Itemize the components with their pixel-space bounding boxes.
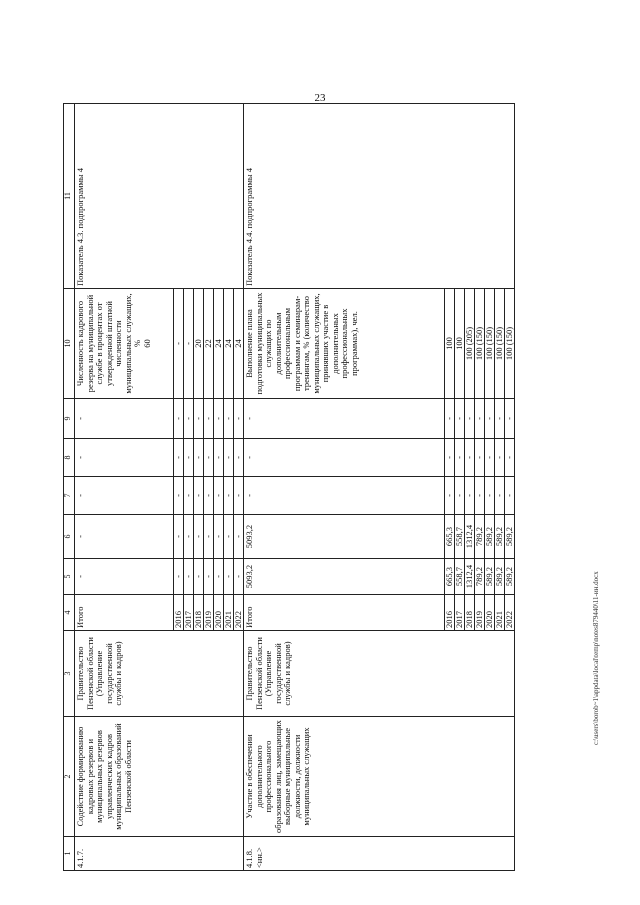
value-cell: - <box>184 515 194 559</box>
year: 2021 <box>224 595 234 631</box>
header-cell: 10 <box>64 289 75 399</box>
header-cell: 9 <box>64 399 75 439</box>
value-cell: - <box>194 477 204 515</box>
value-cell: - <box>485 399 495 439</box>
header-cell: 1 <box>64 837 75 871</box>
indicator-value: 100 (150) <box>505 289 515 399</box>
value-cell: - <box>234 477 244 515</box>
value-cell: 589,2 <box>485 515 495 559</box>
value-cell: - <box>174 515 184 559</box>
total-label: Итого <box>244 595 445 631</box>
value-cell: 665,3 <box>445 515 455 559</box>
year: 2018 <box>194 595 204 631</box>
indicator-value: - <box>184 289 194 399</box>
value-cell: - <box>505 477 515 515</box>
indicator-value: 20 <box>194 289 204 399</box>
header-cell: 5 <box>64 559 75 595</box>
indicator-value: 100 (150) <box>475 289 485 399</box>
year: 2022 <box>505 595 515 631</box>
header-cell: 4 <box>64 595 75 631</box>
year: 2020 <box>214 595 224 631</box>
activity-row-total <box>244 104 445 871</box>
value-cell: - <box>234 515 244 559</box>
value-cell: - <box>204 477 214 515</box>
value-cell: 589,2 <box>505 515 515 559</box>
value-cell: - <box>204 559 214 595</box>
value-cell: - <box>194 439 204 477</box>
value-cell: - <box>214 477 224 515</box>
value-cell: - <box>495 477 505 515</box>
header-row <box>64 104 75 871</box>
value-cell: - <box>174 477 184 515</box>
year: 2020 <box>485 595 495 631</box>
value-cell: - <box>234 399 244 439</box>
value-cell: - <box>174 439 184 477</box>
value-cell: - <box>234 439 244 477</box>
value-cell: - <box>445 439 455 477</box>
value-cell: - <box>204 515 214 559</box>
indicator-value: 100 <box>455 289 465 399</box>
indicator-value: - <box>174 289 184 399</box>
indicator-name <box>75 289 174 399</box>
value-cell: - <box>495 399 505 439</box>
header-cell: 6 <box>64 515 75 559</box>
indicator-value: 100 <box>445 289 455 399</box>
value-cell: - <box>184 477 194 515</box>
indicator-reference: Показатель 4.4. подпрограммы 4 <box>244 104 515 289</box>
year: 2021 <box>495 595 505 631</box>
total-value: 5093,2 <box>244 559 445 595</box>
rotated-table-container <box>63 104 583 871</box>
value-cell: - <box>505 399 515 439</box>
value-cell: - <box>174 559 184 595</box>
year: 2019 <box>475 595 485 631</box>
value-cell: - <box>214 399 224 439</box>
total-value: - <box>75 439 174 477</box>
indicator-value: 100 (205) <box>465 289 475 399</box>
footer-file-path: c:\users\borob~1\appdata\local\temp\notes879440\11-ин.docx <box>592 571 600 745</box>
value-cell: 589,2 <box>495 515 505 559</box>
value-cell: - <box>224 439 234 477</box>
indicator-value: 24 <box>234 289 244 399</box>
value-cell: - <box>184 559 194 595</box>
indicator-total: 60 <box>141 339 152 348</box>
total-value: - <box>244 399 445 439</box>
value-cell: - <box>224 477 234 515</box>
value-cell: - <box>475 399 485 439</box>
value-cell: - <box>455 439 465 477</box>
value-cell: - <box>465 439 475 477</box>
year: 2016 <box>445 595 455 631</box>
value-cell: - <box>194 515 204 559</box>
program-activities-table <box>63 103 515 871</box>
value-cell: 789,2 <box>475 515 485 559</box>
indicator-value: 24 <box>214 289 224 399</box>
value-cell: - <box>505 439 515 477</box>
activity-name: Содействие формированию кадровых резервов и муниципальных резервов управленческих кадров муниципальных образований Пензенской области <box>75 717 244 837</box>
value-cell: - <box>475 477 485 515</box>
value-cell: - <box>465 477 475 515</box>
value-cell: - <box>214 515 224 559</box>
value-cell: 558,7 <box>455 515 465 559</box>
total-label: Итого <box>75 595 174 631</box>
year: 2017 <box>184 595 194 631</box>
value-cell: - <box>204 399 214 439</box>
header-cell: 2 <box>64 717 75 837</box>
total-value: - <box>244 439 445 477</box>
header-cell: 3 <box>64 631 75 717</box>
value-cell: - <box>455 399 465 439</box>
value-cell: - <box>214 559 224 595</box>
total-value: - <box>75 477 174 515</box>
indicator-name: Выполнение плана подготовки муниципальных служащих по дополнительным профессиональным программам и семинарам-тренингам, % (количество муниципальных служащих, принявших участие в дополнительных профессиональных программах), чел. <box>244 289 445 399</box>
value-cell: 1312,4 <box>465 515 475 559</box>
value-cell: 558,7 <box>455 559 465 595</box>
value-cell: - <box>485 477 495 515</box>
value-cell: 589,2 <box>495 559 505 595</box>
value-cell: - <box>465 399 475 439</box>
value-cell: - <box>204 439 214 477</box>
activity-executor: Правительство Пензенской области (Управление государственной службы и кадров) <box>75 631 244 717</box>
activity-number: 4.1.7. <box>75 837 244 871</box>
total-value: - <box>75 515 174 559</box>
indicator-text: Численность кадрового резерва на муниципальной службе в процентах от утвержденной штатной численности муниципальных служащих, % <box>75 293 143 394</box>
value-cell: 589,2 <box>485 559 495 595</box>
year: 2019 <box>204 595 214 631</box>
value-cell: - <box>224 399 234 439</box>
total-value: 5093,2 <box>244 515 445 559</box>
activity-executor: Правительство Пензенской области (Управление государственной службы и кадров) <box>244 631 515 717</box>
value-cell: - <box>194 399 204 439</box>
activity-name: Участие в обеспечении дополнительного профессионального образования лиц, замещающих выборные муниципальные должности, должности муниципальных служащих <box>244 717 515 837</box>
activity-row-total <box>75 104 174 871</box>
page-number: 23 <box>314 92 326 104</box>
indicator-value: 100 (150) <box>485 289 495 399</box>
value-cell: 665,3 <box>445 559 455 595</box>
value-cell: - <box>184 439 194 477</box>
year: 2017 <box>455 595 465 631</box>
total-value: - <box>75 559 174 595</box>
value-cell: 789,2 <box>475 559 485 595</box>
value-cell: 589,2 <box>505 559 515 595</box>
activity-number: 4.1.8. <нн.> <box>244 837 515 871</box>
value-cell: - <box>184 399 194 439</box>
header-cell: 8 <box>64 439 75 477</box>
value-cell: - <box>455 477 465 515</box>
header-cell: 7 <box>64 477 75 515</box>
indicator-value: 22 <box>204 289 214 399</box>
value-cell: - <box>445 399 455 439</box>
header-cell: 11 <box>64 104 75 289</box>
year: 2018 <box>465 595 475 631</box>
indicator-reference: Показатель 4.3. подпрограммы 4 <box>75 104 244 289</box>
year: 2016 <box>174 595 184 631</box>
total-value: - <box>75 399 174 439</box>
value-cell: - <box>234 559 244 595</box>
value-cell: - <box>194 559 204 595</box>
total-value: - <box>244 477 445 515</box>
value-cell: - <box>214 439 224 477</box>
value-cell: 1312,4 <box>465 559 475 595</box>
year: 2022 <box>234 595 244 631</box>
value-cell: - <box>224 515 234 559</box>
indicator-value: 24 <box>224 289 234 399</box>
value-cell: - <box>475 439 485 477</box>
value-cell: - <box>224 559 234 595</box>
value-cell: - <box>445 477 455 515</box>
value-cell: - <box>495 439 505 477</box>
indicator-value: 100 (150) <box>495 289 505 399</box>
value-cell: - <box>485 439 495 477</box>
value-cell: - <box>174 399 184 439</box>
